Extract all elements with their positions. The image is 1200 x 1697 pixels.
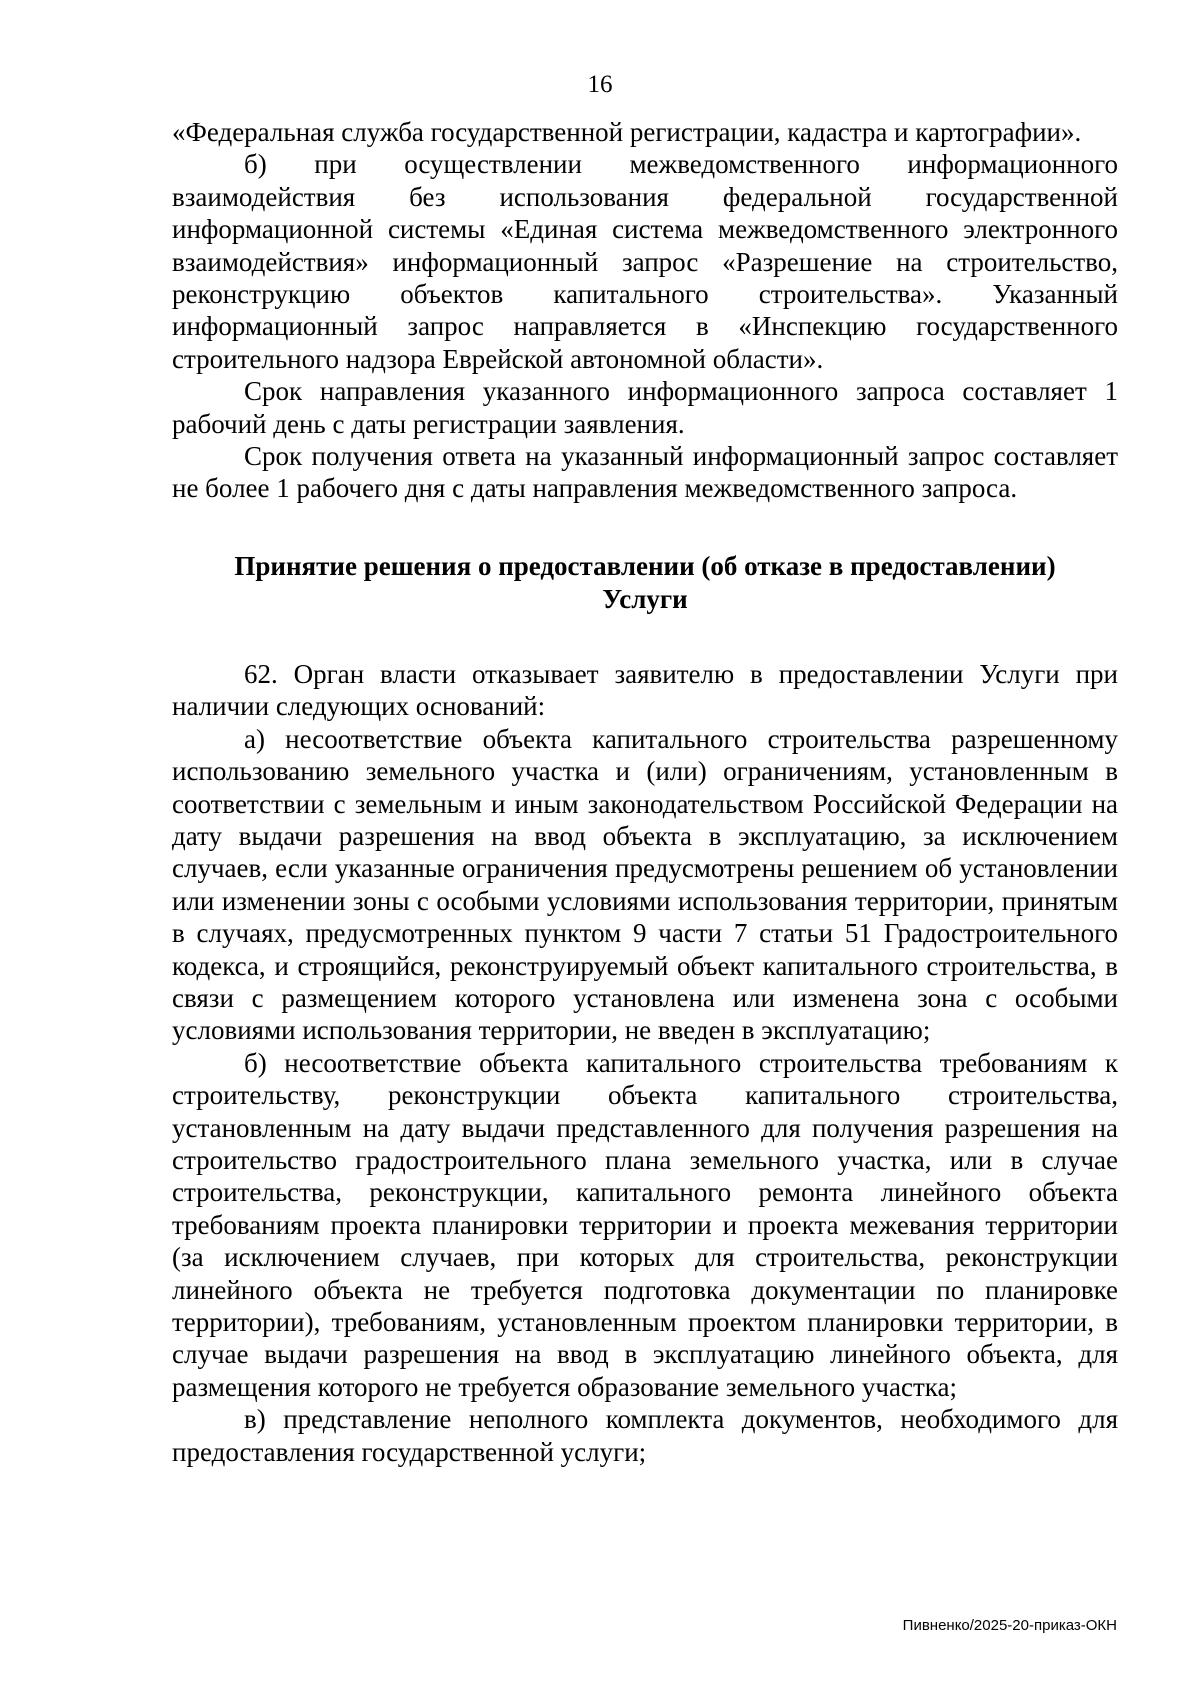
paragraph-62-v: в) представление неполного комплекта документов, необходимого для предоставления государственной услуги; bbox=[172, 1404, 1118, 1467]
document-footer-reference: Пивненко/2025-20-приказ-ОКН bbox=[902, 1617, 1117, 1634]
paragraph-62-b: б) несоответствие объекта капитального строительства требованиям к строительству, реконструкции объекта капитального строительства, установленным на дату выдачи представленного для получения разрешения на строительство градостроительного плана земельного участка, или в случае строительства, реконструкции, капитального ремонта линейного объекта требованиям проекта планировки территории и проекта межевания территории (за исключением случаев, при которых для строительства, реконструкции линейного объекта не требуется подготовка документации по планировке территории), требованиям, установленным проектом планировки территории, в случае выдачи разрешения на ввод в эксплуатацию линейного объекта, для размещения которого не требуется образование земельного участка; bbox=[172, 1047, 1118, 1402]
paragraph-response-term: Срок получения ответа на указанный информационный запрос составляет не более 1 рабочего дня с даты направления межведомственного запроса. bbox=[172, 441, 1118, 504]
paragraph-registry-name: «Федеральная служба государственной регистрации, кадастра и картографии». bbox=[172, 117, 1082, 147]
page-number: 16 bbox=[587, 71, 613, 98]
section-heading: Принятие решения о предоставлении (об отказе в предоставлении) Услуги bbox=[234, 550, 1056, 614]
paragraph-request-b: б) при осуществлении межведомственного информационного взаимодействия без использования федеральной государственной информационной системы «Единая система межведомственного электронного взаимодействия» информационный запрос «Разрешение на строительство, реконструкцию объектов капитального строительства». Указанный информационный запрос направляется в «Инспекцию государственного строительного надзора Еврейской автономной области». bbox=[172, 149, 1118, 374]
paragraph-62-a: а) несоответствие объекта капитального строительства разрешенному использованию земельного участка и (или) ограничениям, установленным в соответствии с земельным и иным законодательством Российской Федерации на дату выдачи разрешения на ввод объекта в эксплуатацию, за исключением случаев, если указанные ограничения предусмотрены решением об установлении или изменении зоны с особыми условиями использования территории, принятым в случаях, предусмотренных пунктом 9 части 7 статьи 51 Градостроительного кодекса, и строящийся, реконструируемый объект капитального строительства, в связи с размещением которого установлена или изменена зона с особыми условиями использования территории, не введен в эксплуатацию; bbox=[172, 723, 1118, 1046]
paragraph-request-term: Срок направления указанного информационного запроса составляет 1 рабочий день с даты регистрации заявления. bbox=[172, 376, 1118, 439]
document-body bbox=[172, 116, 1118, 1468]
paragraph-62: 62. Орган власти отказывает заявителю в предоставлении Услуги при наличии следующих оснований: bbox=[172, 658, 1118, 722]
